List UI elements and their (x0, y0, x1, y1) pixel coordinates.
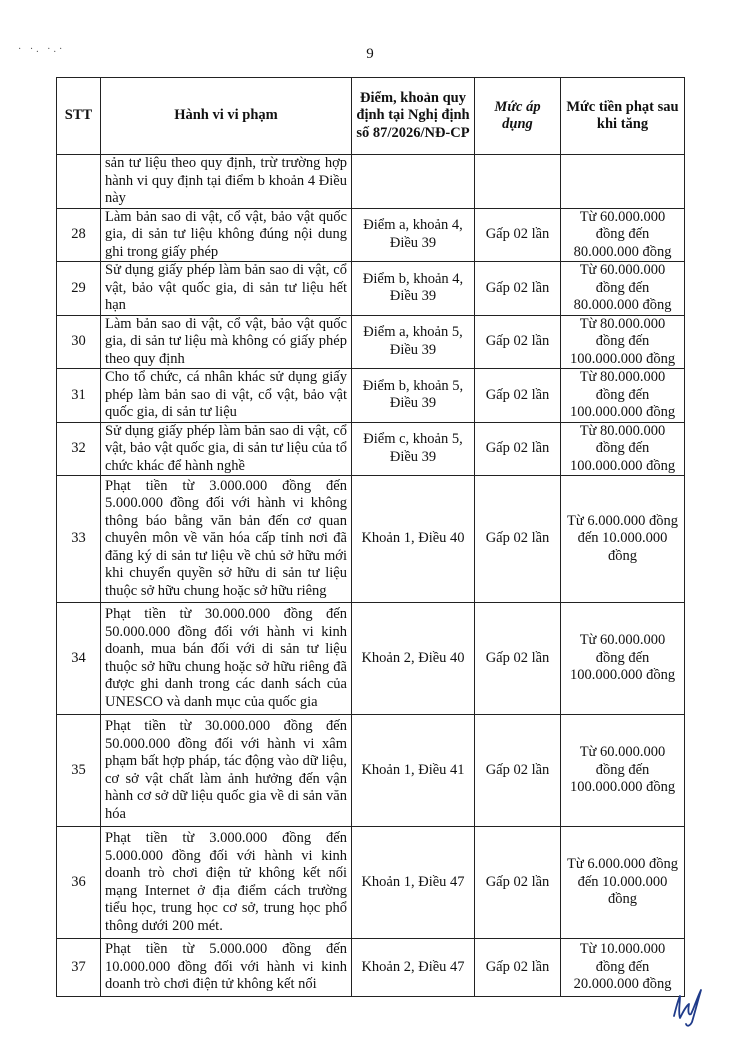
decree-ref-cell: Điểm a, khoản 4, Điều 39 (352, 208, 475, 262)
stt-cell: 28 (57, 208, 101, 262)
stt-cell: 35 (57, 715, 101, 827)
increased-fine-cell: Từ 80.000.000 đồng đến 100.000.000 đồng (561, 315, 685, 369)
applied-level-cell: Gấp 02 lần (475, 939, 561, 997)
decree-ref-cell: Khoản 1, Điều 41 (352, 715, 475, 827)
violation-cell: Phạt tiền từ 30.000.000 đồng đến 50.000.000 đồng đối với hành vi xâm phạm bất hợp pháp, tác động vào dữ liệu, cơ sở vật chất làm ảnh hưởng đến vận hành cơ sở dữ liệu quốc gia về di sản văn hóa (101, 715, 352, 827)
applied-level-cell: Gấp 02 lần (475, 603, 561, 715)
table-row (57, 208, 685, 262)
stt-cell: 36 (57, 827, 101, 939)
increased-fine-cell: Từ 60.000.000 đồng đến 80.000.000 đồng (561, 262, 685, 316)
table-row (57, 369, 685, 423)
stt-cell: 34 (57, 603, 101, 715)
decree-ref-cell: Khoản 1, Điều 47 (352, 827, 475, 939)
header-stt: STT (57, 78, 101, 155)
increased-fine-cell: Từ 80.000.000 đồng đến 100.000.000 đồng (561, 369, 685, 423)
decree-ref-cell: Khoản 2, Điều 47 (352, 939, 475, 997)
stt-cell: 29 (57, 262, 101, 316)
table-row (57, 262, 685, 316)
applied-level-cell: Gấp 02 lần (475, 827, 561, 939)
applied-level-cell: Gấp 02 lần (475, 208, 561, 262)
violation-cell: Sử dụng giấy phép làm bản sao di vật, cổ vật, bảo vật quốc gia, di sản tư liệu hết hạn (101, 262, 352, 316)
initials-signature (668, 986, 704, 1028)
applied-level-cell: Gấp 02 lần (475, 262, 561, 316)
violation-cell: Phạt tiền từ 5.000.000 đồng đến 10.000.000 đồng đối với hành vi kinh doanh trò chơi điện tử không kết nối (101, 939, 352, 997)
stt-cell (57, 155, 101, 209)
decree-ref-cell (352, 155, 475, 209)
violation-cell: Phạt tiền từ 3.000.000 đồng đến 5.000.000 đồng đối với hành vi không thông báo bằng văn bản đến cơ quan chuyên môn về văn hóa cấp tỉnh nơi đã đăng ký di sản tư liệu về chủ sở hữu mới khi chuyển quyền sở hữu di sản tư liệu thuộc sở hữu chung hoặc sở hữu riêng (101, 476, 352, 603)
header-decree-ref: Điểm, khoản quy định tại Nghị định số 87/2026/NĐ-CP (352, 78, 475, 155)
violation-cell: Làm bản sao di vật, cổ vật, bảo vật quốc gia, di sản tư liệu mà không có giấy phép theo quy định (101, 315, 352, 369)
table-row (57, 939, 685, 997)
violation-cell: sản tư liệu theo quy định, trừ trường hợp hành vi quy định tại điểm b khoản 4 Điều này (101, 155, 352, 209)
increased-fine-cell: Từ 80.000.000 đồng đến 100.000.000 đồng (561, 422, 685, 476)
table-row (57, 476, 685, 603)
increased-fine-cell (561, 155, 685, 209)
table-row (57, 715, 685, 827)
table-row (57, 827, 685, 939)
header-violation: Hành vi vi phạm (101, 78, 352, 155)
stt-cell: 30 (57, 315, 101, 369)
table-row (57, 422, 685, 476)
violation-cell: Sử dụng giấy phép làm bản sao di vật, cổ vật, bảo vật quốc gia, di sản tư liệu của tổ chức khác để hành nghề (101, 422, 352, 476)
page-number: 9 (366, 46, 374, 62)
increased-fine-cell: Từ 10.000.000 đồng đến 20.000.000 đồng (561, 939, 685, 997)
violation-table (56, 77, 685, 997)
decree-ref-cell: Điểm a, khoản 5, Điều 39 (352, 315, 475, 369)
applied-level-cell: Gấp 02 lần (475, 476, 561, 603)
table-row (57, 155, 685, 209)
decree-ref-cell: Điểm b, khoản 4, Điều 39 (352, 262, 475, 316)
increased-fine-cell: Từ 6.000.000 đồng đến 10.000.000 đồng (561, 476, 685, 603)
increased-fine-cell: Từ 6.000.000 đồng đến 10.000.000 đồng (561, 827, 685, 939)
violation-cell: Làm bản sao di vật, cổ vật, bảo vật quốc gia, di sản tư liệu không đúng nội dung ghi trong giấy phép (101, 208, 352, 262)
table-row (57, 603, 685, 715)
header-applied-level: Mức áp dụng (475, 78, 561, 155)
table-header-row (57, 78, 685, 155)
violation-cell: Phạt tiền từ 3.000.000 đồng đến 5.000.000 đồng đối với hành vi kinh doanh trò chơi điện tử không kết nối mạng Internet ở địa điểm cách trường tiểu học, trung học cơ sở, trung học phổ thông dưới 200 mét. (101, 827, 352, 939)
stt-cell: 33 (57, 476, 101, 603)
stt-cell: 31 (57, 369, 101, 423)
violation-cell: Cho tổ chức, cá nhân khác sử dụng giấy phép làm bản sao di vật, cổ vật, bảo vật quốc gia, di sản tư liệu (101, 369, 352, 423)
increased-fine-cell: Từ 60.000.000 đồng đến 100.000.000 đồng (561, 715, 685, 827)
applied-level-cell: Gấp 02 lần (475, 369, 561, 423)
stt-cell: 37 (57, 939, 101, 997)
table-row (57, 315, 685, 369)
scan-marks: · ·. ·.· (18, 44, 66, 55)
applied-level-cell: Gấp 02 lần (475, 715, 561, 827)
applied-level-cell: Gấp 02 lần (475, 315, 561, 369)
decree-ref-cell: Khoản 1, Điều 40 (352, 476, 475, 603)
applied-level-cell (475, 155, 561, 209)
violation-cell: Phạt tiền từ 30.000.000 đồng đến 50.000.000 đồng đối với hành vi kinh doanh, mua bán đối với di sản tư liệu thuộc sở hữu chung hoặc sở hữu riêng đã được ghi danh trong các danh sách của UNESCO và danh mục của quốc gia (101, 603, 352, 715)
decree-ref-cell: Khoản 2, Điều 40 (352, 603, 475, 715)
table-body (57, 155, 685, 997)
increased-fine-cell: Từ 60.000.000 đồng đến 80.000.000 đồng (561, 208, 685, 262)
increased-fine-cell: Từ 60.000.000 đồng đến 100.000.000 đồng (561, 603, 685, 715)
header-increased-fine: Mức tiền phạt sau khi tăng (561, 78, 685, 155)
decree-ref-cell: Điểm c, khoản 5, Điều 39 (352, 422, 475, 476)
decree-ref-cell: Điểm b, khoản 5, Điều 39 (352, 369, 475, 423)
stt-cell: 32 (57, 422, 101, 476)
applied-level-cell: Gấp 02 lần (475, 422, 561, 476)
